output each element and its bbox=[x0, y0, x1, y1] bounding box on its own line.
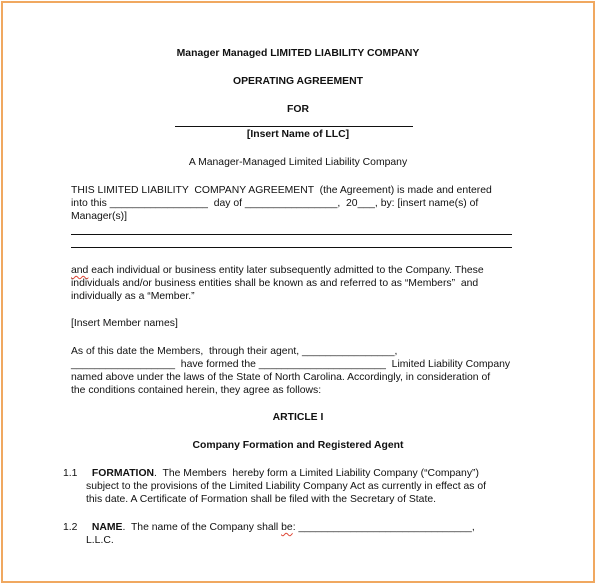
section-1-1-line-1-text: . The Members hereby form a Limited Liability Company (“Company”) bbox=[154, 468, 479, 479]
section-1-2-line-2: L.L.C. bbox=[86, 535, 114, 546]
operating-agreement-document bbox=[3, 3, 593, 581]
member-names-placeholder: [Insert Member names] bbox=[71, 318, 178, 329]
section-1-2-number: 1.2 bbox=[63, 522, 78, 533]
section-1-1-line-3: this date. A Certificate of Formation shall be filed with the Secretary of State. bbox=[86, 494, 436, 505]
llc-name-blank-line bbox=[175, 126, 413, 127]
section-1-2-line-1-text-b: : ______________________________, bbox=[292, 522, 475, 533]
intro-line-3: Manager(s)] bbox=[71, 211, 128, 222]
article-subtitle: Company Formation and Registered Agent bbox=[192, 440, 404, 451]
formation-para-line-4: the conditions contained herein, they agree as follows: bbox=[71, 385, 322, 396]
members-para-line-2: individuals and/or business entities shall be known as and referred to as “Members” and bbox=[71, 278, 479, 289]
members-para-line-1-text: each individual or business entity later subsequently admitted to the Company. These bbox=[88, 265, 484, 276]
section-1-1-line-1 bbox=[63, 467, 479, 480]
heading-operating-agreement: OPERATING AGREEMENT bbox=[233, 76, 363, 87]
section-1-1-title: FORMATION bbox=[91, 468, 155, 479]
intro-line-2: into this _________________ day of ________________, 20___, by: [insert name(s) of bbox=[71, 198, 479, 209]
formation-para-line-1: As of this date the Members, through their agent, ________________, bbox=[71, 346, 398, 357]
section-1-2-line-1-text-a: . The name of the Company shall bbox=[122, 522, 282, 533]
document-frame bbox=[1, 1, 595, 583]
section-1-1-line-2: subject to the provisions of the Limited Liability Company Act as currently in effect as of bbox=[86, 481, 487, 492]
document-subtitle: A Manager-Managed Limited Liability Company bbox=[188, 157, 408, 168]
members-para-line-3: individually as a “Member.” bbox=[71, 291, 195, 302]
section-1-1-number: 1.1 bbox=[63, 468, 78, 479]
llc-name-placeholder: [Insert Name of LLC] bbox=[246, 129, 350, 140]
manager-blank-line-1 bbox=[71, 234, 512, 235]
heading-company-type: Manager Managed LIMITED LIABILITY COMPANY bbox=[176, 48, 420, 59]
section-1-2-title: NAME bbox=[91, 522, 123, 533]
article-title: ARTICLE I bbox=[272, 412, 324, 423]
intro-line-1: THIS LIMITED LIABILITY COMPANY AGREEMENT (the Agreement) is made and entered bbox=[71, 185, 492, 196]
page-bottom-fade bbox=[3, 567, 593, 581]
formation-para-line-2: __________________ have formed the ______________________ Limited Liability Company bbox=[71, 359, 511, 370]
manager-blank-line-2 bbox=[71, 247, 512, 248]
spellcheck-word-be: be bbox=[281, 522, 293, 533]
section-1-2-line-1 bbox=[63, 521, 475, 534]
heading-for: FOR bbox=[287, 104, 309, 115]
spellcheck-word-and: and bbox=[71, 265, 89, 276]
members-para-line-1 bbox=[71, 264, 484, 277]
formation-para-line-3: named above under the laws of the State of North Carolina. Accordingly, in consideration of bbox=[71, 372, 491, 383]
